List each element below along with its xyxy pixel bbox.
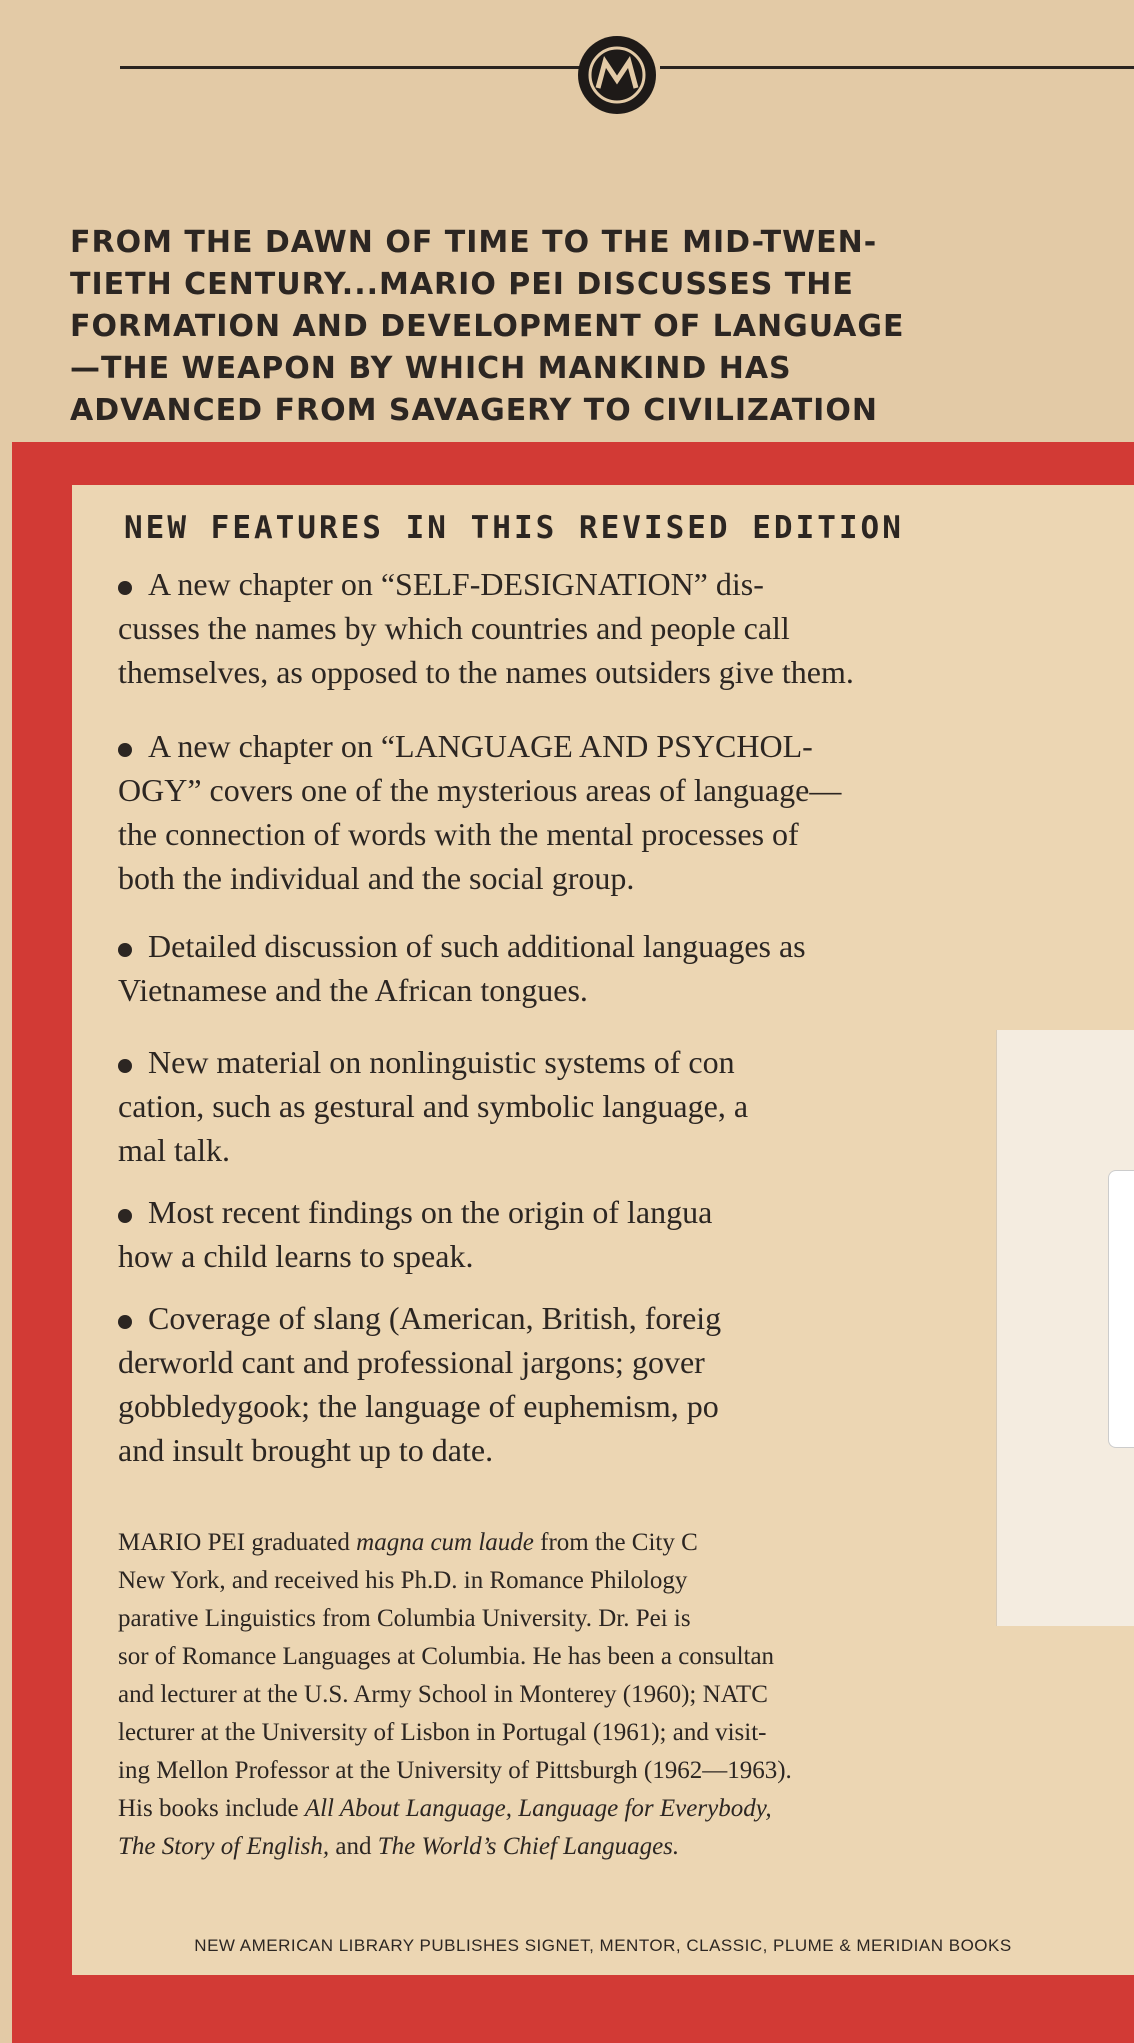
bullet-icon [118, 943, 132, 957]
headline-line: FROM THE DAWN OF TIME TO THE MID-TWEN- [70, 225, 878, 260]
bullet-icon [118, 1209, 132, 1223]
feature-item: Coverage of slang (American, British, foreig derworld cant and professional jargons; gover gobbledygook; the language of euphemism, po and insult brought up to date. [118, 1300, 722, 1468]
top-rule-right [660, 66, 1134, 69]
headline [70, 222, 990, 432]
features-heading: NEW FEATURES IN THIS REVISED EDITION [124, 510, 904, 546]
headline-line: —THE WEAPON BY WHICH MANKIND HAS [70, 351, 792, 386]
feature-item: New material on nonlinguistic systems of con cation, such as gestural and symbolic language, a mal talk. [118, 1044, 749, 1168]
headline-line: ADVANCED FROM SAVAGERY TO CIVILIZATION [70, 393, 878, 428]
author-bio: MARIO PEI graduated magna cum laude from the City C New York, and received his Ph.D. in Romance Philology parative Linguistics from Columbia University. Dr. Pei is sor of Romance Languages at Columbia. He has been a consultan and lecturer at the U.S. Army School in Monterey (1960); NATC lecturer at the University of Lisbon in Portugal (1961); and visit- ing Mellon Professor at the University of Pittsburgh (1962—1963). His books include All About Language, Language for Everybody, The Story of English, and The World’s Chief Languages. [118, 1529, 792, 1860]
publisher-line: NEW AMERICAN LIBRARY PUBLISHES SIGNET, MENTOR, CLASSIC, PLUME & MERIDIAN BOOKS [194, 1936, 1012, 1955]
bullet-icon [118, 581, 132, 595]
library-sticker-notch [1108, 1170, 1134, 1448]
feature-item: A new chapter on “SELF-DESIGNATION” dis- cusses the names by which countries and people call themselves, as opposed to the names outsiders give them. [118, 566, 854, 690]
headline-line: TIETH CENTURY...MARIO PEI DISCUSSES THE [70, 267, 854, 302]
mentor-m-logo-icon [578, 36, 656, 114]
top-rule-left [120, 66, 580, 69]
bullet-icon [118, 1315, 132, 1329]
feature-item: Most recent findings on the origin of langua how a child learns to speak. [118, 1194, 713, 1274]
bullet-icon [118, 1059, 132, 1073]
feature-item: Detailed discussion of such additional languages as Vietnamese and the African tongues. [118, 928, 806, 1008]
feature-item: A new chapter on “LANGUAGE AND PSYCHOL- OGY” covers one of the mysterious areas of language— the connection of words with the mental processes of both the individual and the social group. [118, 728, 842, 896]
bullet-icon [118, 743, 132, 757]
headline-line: FORMATION AND DEVELOPMENT OF LANGUAGE [70, 309, 905, 344]
